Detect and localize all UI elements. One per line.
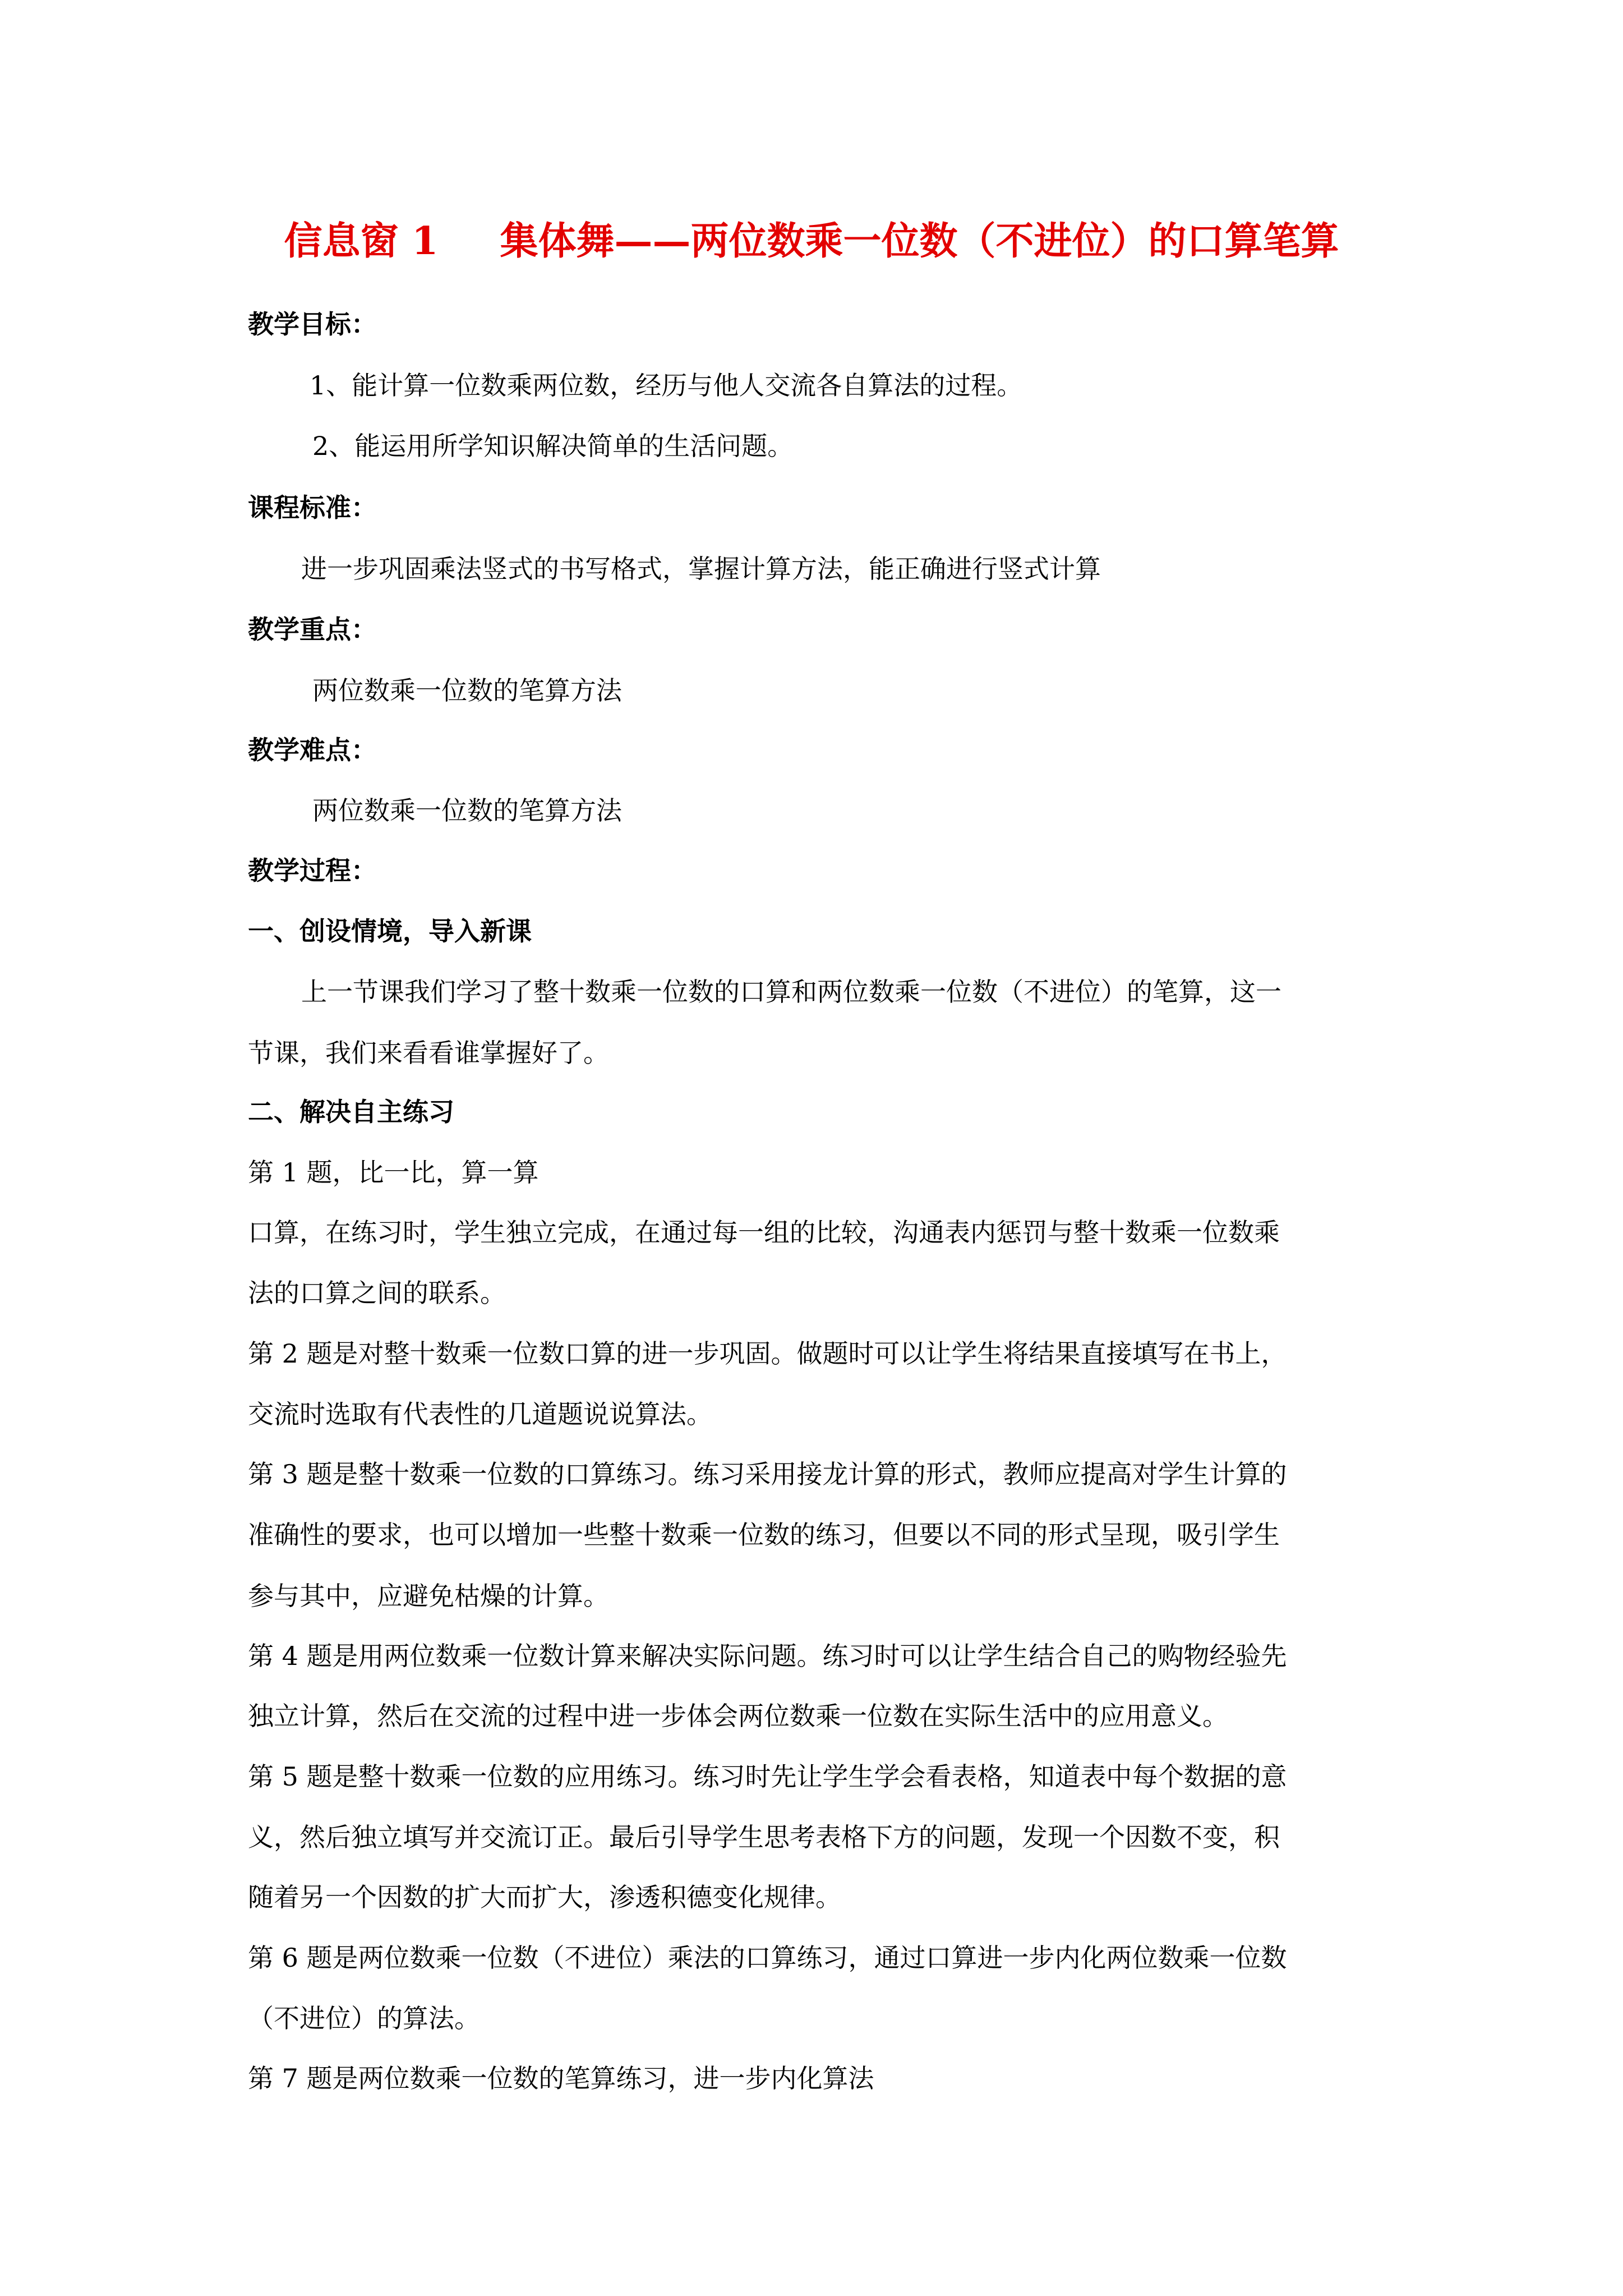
question-4-line-1: 第 4 题是用两位数乘一位数计算来解决实际问题。练习时可以让学生结合自己的购物经验先 (248, 1641, 1287, 1671)
question-7-line-1: 第 7 题是两位数乘一位数的笔算练习，进一步内化算法 (248, 2063, 874, 2093)
standard-text: 进一步巩固乘法竖式的书写格式，掌握计算方法，能正确进行竖式计算 (301, 554, 1101, 584)
part-one-line-2: 节课，我们来看看谁掌握好了。 (248, 1038, 609, 1068)
title-info-window: 信息窗 1 (284, 219, 439, 264)
title-lesson-topic: 集体舞——两位数乘一位数（不进位）的口算笔算 (500, 219, 1339, 264)
process-heading: 教学过程： (248, 855, 377, 886)
part-one-line-1: 上一节课我们学习了整十数乘一位数的口算和两位数乘一位数（不进位）的笔算，这一 (301, 977, 1281, 1007)
question-3-line-3: 参与其中，应避免枯燥的计算。 (248, 1581, 609, 1611)
question-3-line-2: 准确性的要求，也可以增加一些整十数乘一位数的练习，但要以不同的形式呈现，吸引学生 (248, 1520, 1280, 1550)
part-two-heading: 二、解决自主练习 (248, 1097, 454, 1127)
question-1-line-1: 口算，在练习时，学生独立完成，在通过每一组的比较，沟通表内惩罚与整十数乘一位数乘 (248, 1217, 1280, 1248)
key-heading: 教学重点： (248, 614, 377, 645)
question-5-line-3: 随着另一个因数的扩大而扩大，渗透积德变化规律。 (248, 1882, 841, 1912)
goals-heading: 教学目标： (248, 309, 377, 339)
difficulty-heading: 教学难点： (248, 735, 377, 765)
question-2-line-1: 第 2 题是对整十数乘一位数口算的进一步巩固。做题时可以让学生将结果直接填写在书上， (248, 1338, 1287, 1369)
question-4-line-2: 独立计算，然后在交流的过程中进一步体会两位数乘一位数在实际生活中的应用意义。 (248, 1701, 1228, 1731)
question-3-line-1: 第 3 题是整十数乘一位数的口算练习。练习采用接龙计算的形式，教师应提高对学生计算的 (248, 1459, 1287, 1489)
question-1-title: 第 1 题，比一比，算一算 (248, 1157, 539, 1188)
question-1-line-2: 法的口算之间的联系。 (248, 1278, 506, 1308)
question-5-line-2: 义，然后独立填写并交流订正。最后引导学生思考表格下方的问题，发现一个因数不变，积 (248, 1822, 1280, 1852)
goal-item-2: 2、能运用所学知识解决简单的生活问题。 (312, 431, 794, 461)
key-text: 两位数乘一位数的笔算方法 (312, 675, 622, 706)
difficulty-text: 两位数乘一位数的笔算方法 (312, 795, 622, 826)
question-6-line-2: （不进位）的算法。 (248, 2003, 480, 2033)
question-2-line-2: 交流时选取有代表性的几道题说说算法。 (248, 1399, 712, 1429)
standard-heading: 课程标准： (248, 493, 377, 523)
part-one-heading: 一、创设情境，导入新课 (248, 916, 532, 946)
document-title (0, 216, 1623, 266)
goal-item-1: 1、能计算一位数乘两位数，经历与他人交流各自算法的过程。 (310, 370, 1023, 401)
question-6-line-1: 第 6 题是两位数乘一位数（不进位）乘法的口算练习，通过口算进一步内化两位数乘一位数 (248, 1943, 1287, 1973)
question-5-line-1: 第 5 题是整十数乘一位数的应用练习。练习时先让学生学会看表格，知道表中每个数据的意 (248, 1761, 1287, 1792)
